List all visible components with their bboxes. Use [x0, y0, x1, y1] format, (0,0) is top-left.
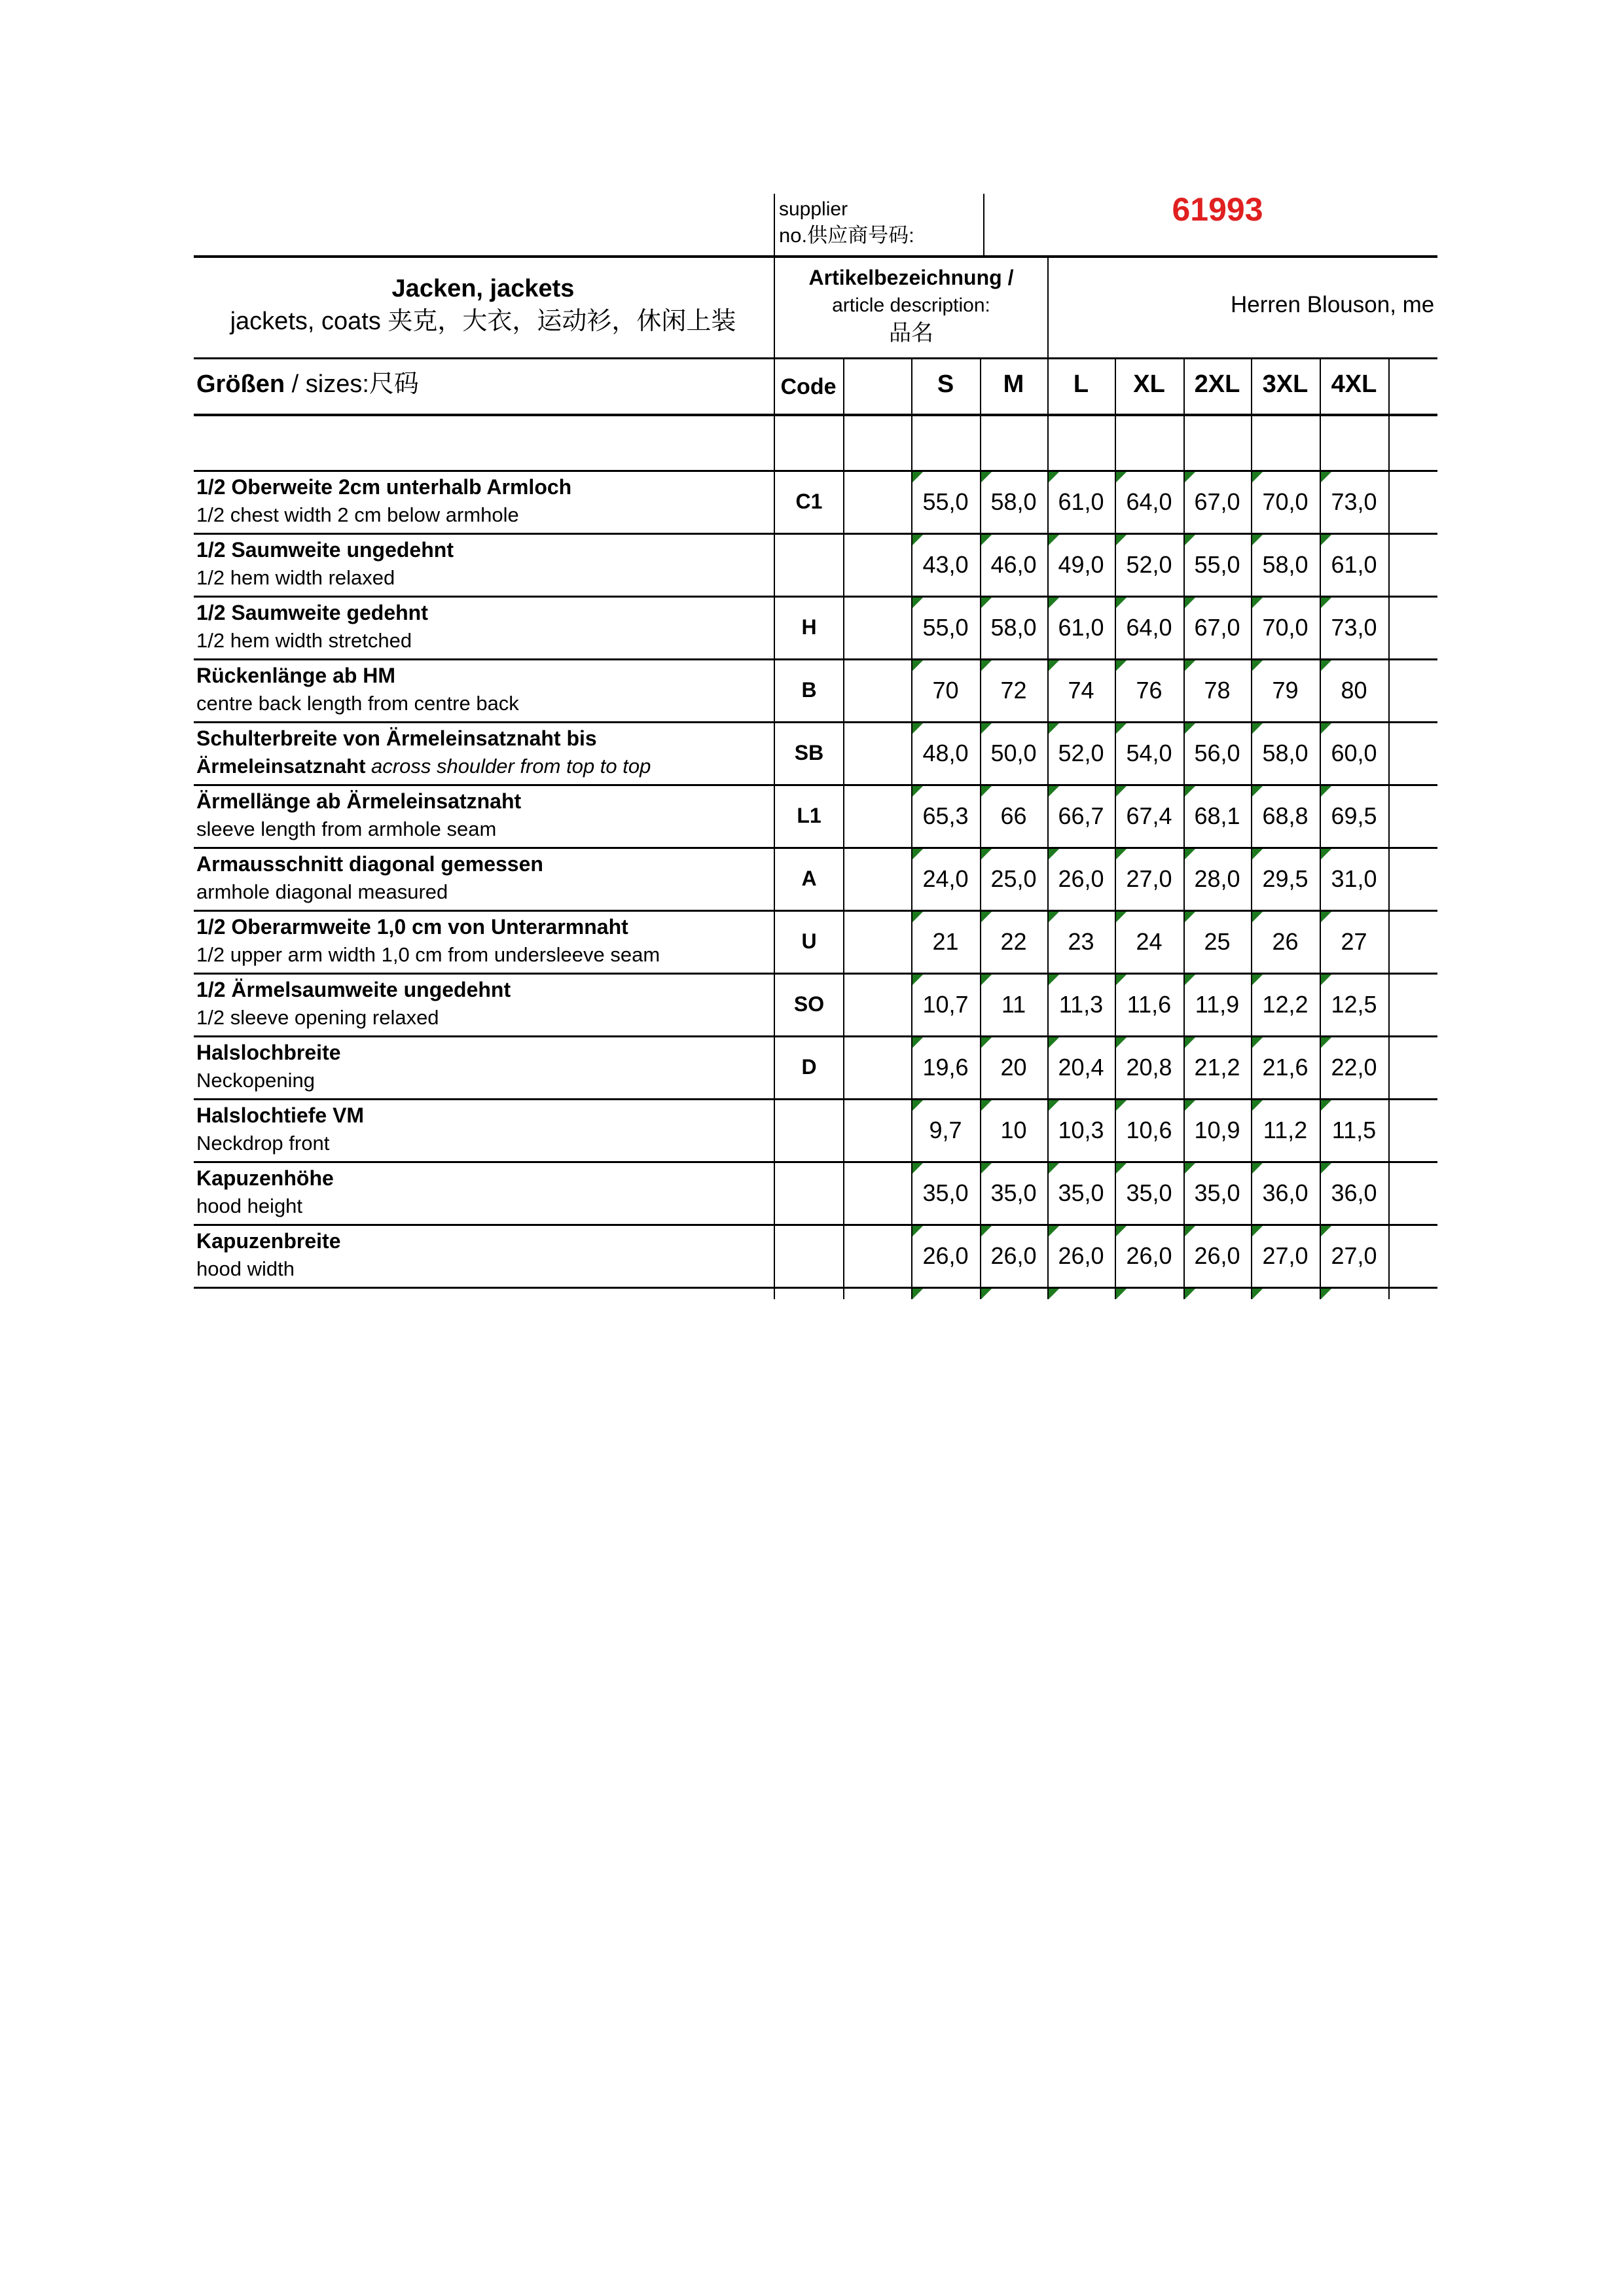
cell-value-l: 74: [1068, 677, 1094, 704]
cell-marker: [1321, 1037, 1331, 1048]
cell-value-4xl: 11,5: [1331, 1117, 1377, 1143]
row-label-english: 1/2 hem width relaxed: [196, 566, 395, 589]
cell-marker: [1321, 975, 1331, 985]
cell-marker: [1049, 912, 1059, 922]
cell-marker: [981, 660, 992, 671]
cell-marker: [912, 1226, 923, 1236]
cell-marker: [1252, 535, 1263, 545]
cell-value-3xl: 26: [1272, 928, 1299, 955]
cell-value-m: 58,0: [990, 614, 1037, 641]
cell-value-xl: 27,0: [1126, 865, 1172, 892]
cell-value-m: 58,0: [990, 488, 1037, 515]
cell-marker: [981, 849, 992, 859]
cell-value-xl: 11,6: [1127, 991, 1172, 1018]
cell-value-xl: 26,0: [1126, 1242, 1172, 1269]
row-label-english: 1/2 chest width 2 cm below armhole: [196, 503, 519, 526]
cell-value-s: 19,6: [922, 1054, 969, 1081]
cell-marker: [1116, 975, 1127, 985]
article-description: Herren Blouson, me: [1231, 292, 1435, 317]
cell-value-2xl: 55,0: [1194, 551, 1240, 578]
cell-value-4xl: 27: [1341, 928, 1367, 955]
cell-value-m: 22: [1000, 928, 1027, 955]
cell-value-2xl: 26,0: [1194, 1242, 1240, 1269]
cell-value-4xl: 27,0: [1331, 1242, 1377, 1269]
row-code: SO: [793, 992, 825, 1016]
cell-value-4xl: 60,0: [1331, 740, 1377, 766]
cell-value-m: 46,0: [990, 551, 1037, 578]
vrule-code-left: [774, 359, 775, 1299]
cell-value-2xl: 67,0: [1194, 488, 1240, 515]
cell-marker: [1116, 723, 1127, 734]
supplier-label-line2: no.供应商号码:: [779, 224, 914, 247]
article-label-line1: Artikelbezeichnung /: [808, 266, 1014, 289]
cell-marker: [1252, 849, 1263, 859]
cell-marker: [981, 1163, 992, 1174]
article-label-line3: 品名: [889, 321, 933, 346]
cell-marker: [912, 723, 923, 734]
hrule-row-11: [194, 1224, 1437, 1226]
cell-value-xl: 67,4: [1126, 802, 1172, 829]
cell-value-3xl: 27,0: [1262, 1242, 1308, 1269]
cell-value-m: 20: [1000, 1054, 1027, 1081]
cell-value-s: 48,0: [922, 740, 969, 766]
supplier-label-line1: supplier: [779, 198, 848, 220]
cell-value-xl: 35,0: [1126, 1179, 1172, 1206]
cell-marker: [1116, 912, 1127, 922]
row-label-german: Kapuzenhöhe: [196, 1166, 334, 1190]
cell-marker: [1321, 723, 1331, 734]
cell-value-l: 61,0: [1058, 488, 1104, 515]
cell-marker: [981, 598, 992, 608]
cell-marker: [1049, 1226, 1059, 1236]
cell-marker: [912, 975, 923, 985]
cell-marker: [1321, 786, 1331, 797]
cell-value-2xl: 10,9: [1194, 1117, 1240, 1143]
cell-value-3xl: 58,0: [1262, 740, 1308, 766]
cell-marker: [1185, 1163, 1195, 1174]
cell-marker: [912, 1037, 923, 1048]
cell-value-3xl: 36,0: [1262, 1179, 1308, 1206]
cell-marker: [1116, 535, 1127, 545]
row-code: C1: [795, 490, 823, 513]
cell-marker: [912, 1163, 923, 1174]
cell-marker: [1049, 723, 1059, 734]
cell-marker: [1049, 975, 1059, 985]
cell-value-xl: 20,8: [1126, 1054, 1172, 1081]
size-header-xl: XL: [1133, 370, 1165, 398]
cell-value-2xl: 21,2: [1194, 1054, 1240, 1081]
cell-value-xl: 76: [1136, 677, 1163, 704]
cell-marker: [981, 1100, 992, 1111]
vrule-size-5: [1251, 359, 1252, 1299]
size-header-2xl: 2XL: [1194, 370, 1240, 398]
row-label-english: Neckopening: [196, 1069, 315, 1092]
cell-value-3xl: 11,2: [1263, 1117, 1308, 1143]
cell-marker: [1049, 472, 1059, 482]
cell-marker: [1116, 1037, 1127, 1048]
row-code: U: [801, 929, 817, 953]
row-label-german: Schulterbreite von Ärmeleinsatznaht bis: [196, 726, 597, 750]
hrule-row-2: [194, 658, 1437, 660]
row-label-german: 1/2 Saumweite ungedehnt: [196, 538, 454, 562]
hrule-row-9: [194, 1098, 1437, 1100]
cell-marker: [1049, 1289, 1059, 1299]
cell-value-m: 25,0: [990, 865, 1037, 892]
cell-marker: [912, 1100, 923, 1111]
vrule-size-1: [980, 359, 981, 1299]
cell-marker: [981, 1289, 992, 1299]
cell-value-2xl: 35,0: [1194, 1179, 1240, 1206]
hrule-row-0: [194, 533, 1437, 535]
cell-marker: [1252, 912, 1263, 922]
cell-value-l: 20,4: [1058, 1054, 1104, 1081]
cell-marker: [1116, 1100, 1127, 1111]
cell-marker: [1116, 849, 1127, 859]
row-label-english: sleeve length from armhole seam: [196, 817, 497, 840]
cell-value-m: 35,0: [990, 1179, 1037, 1206]
cell-marker: [912, 472, 923, 482]
cell-value-l: 52,0: [1058, 740, 1104, 766]
cell-marker: [1116, 786, 1127, 797]
vrule-size-4: [1183, 359, 1185, 1299]
cell-value-l: 66,7: [1058, 802, 1104, 829]
vrule-size-6: [1320, 359, 1321, 1299]
row-code: SB: [794, 741, 824, 764]
row-label-english: Neckdrop front: [196, 1132, 330, 1155]
cell-value-l: 23: [1068, 928, 1094, 955]
supplier-number: 61993: [1172, 191, 1263, 228]
row-label-german: 1/2 Ärmelsaumweite ungedehnt: [196, 978, 511, 1001]
cell-marker: [1185, 975, 1195, 985]
hrule-row-8: [194, 1035, 1437, 1037]
cell-value-l: 49,0: [1058, 551, 1104, 578]
cell-marker: [1185, 1289, 1195, 1299]
hrule-header-top: [194, 255, 1437, 258]
cell-value-m: 11: [1001, 991, 1026, 1018]
cell-marker: [1252, 660, 1263, 671]
vrule-size-2: [1047, 359, 1049, 1299]
cell-marker: [1321, 849, 1331, 859]
cell-value-3xl: 29,5: [1262, 865, 1308, 892]
cell-marker: [981, 975, 992, 985]
cell-marker: [1321, 598, 1331, 608]
hrule-row-1: [194, 596, 1437, 598]
cell-marker: [1185, 472, 1195, 482]
cell-marker: [912, 786, 923, 797]
size-header-s: S: [937, 370, 954, 398]
cell-marker: [1321, 660, 1331, 671]
cell-value-xl: 64,0: [1126, 488, 1172, 515]
category-subtitle: jackets, coats 夹克，大衣，运动衫，休闲上装: [230, 308, 736, 335]
cell-value-3xl: 68,8: [1262, 802, 1308, 829]
sizes-label-english: / sizes:尺码: [285, 370, 419, 398]
cell-value-3xl: 58,0: [1262, 551, 1308, 578]
row-label-german: 1/2 Oberweite 2cm unterhalb Armloch: [196, 475, 572, 499]
cell-marker: [1252, 1163, 1263, 1174]
cell-marker: [1321, 912, 1331, 922]
cell-marker: [1185, 849, 1195, 859]
cell-value-4xl: 31,0: [1331, 865, 1377, 892]
size-header-4xl: 4XL: [1331, 370, 1377, 398]
cell-marker: [912, 535, 923, 545]
cell-value-2xl: 56,0: [1194, 740, 1240, 766]
cell-marker: [1049, 598, 1059, 608]
cell-value-s: 65,3: [922, 802, 969, 829]
cell-marker: [1321, 1163, 1331, 1174]
cell-marker: [981, 723, 992, 734]
cell-value-l: 61,0: [1058, 614, 1104, 641]
row-label-german: 1/2 Oberarmweite 1,0 cm von Unterarmnaht: [196, 915, 628, 939]
cell-marker: [1321, 472, 1331, 482]
cell-value-2xl: 25: [1204, 928, 1231, 955]
cell-marker: [912, 849, 923, 859]
sizes-label-german: Größen: [196, 370, 285, 398]
cell-marker: [1049, 786, 1059, 797]
cell-marker: [981, 786, 992, 797]
cell-marker: [1116, 1226, 1127, 1236]
cell-marker: [1321, 1226, 1331, 1236]
cell-marker: [1185, 1037, 1195, 1048]
cell-value-m: 50,0: [990, 740, 1037, 766]
cell-marker: [912, 1289, 923, 1299]
cell-marker: [1321, 1100, 1331, 1111]
cell-marker: [912, 598, 923, 608]
cell-value-2xl: 11,9: [1195, 991, 1240, 1018]
cell-value-4xl: 73,0: [1331, 488, 1377, 515]
cell-value-4xl: 22,0: [1331, 1054, 1377, 1081]
cell-marker: [1252, 598, 1263, 608]
cell-value-xl: 64,0: [1126, 614, 1172, 641]
vrule-article-right: [1047, 257, 1049, 359]
size-header-m: M: [1003, 370, 1024, 398]
cell-value-l: 11,3: [1058, 991, 1104, 1018]
cell-marker: [981, 912, 992, 922]
size-header-l: L: [1073, 370, 1089, 398]
vrule-size-0: [911, 359, 912, 1299]
cell-value-2xl: 78: [1204, 677, 1231, 704]
cell-value-s: 43,0: [922, 551, 969, 578]
cell-value-3xl: 79: [1272, 677, 1299, 704]
cell-value-xl: 52,0: [1126, 551, 1172, 578]
cell-value-l: 26,0: [1058, 865, 1104, 892]
row-label-german: Ärmellänge ab Ärmeleinsatznaht: [196, 789, 522, 813]
cell-marker: [1049, 1037, 1059, 1048]
cell-marker: [1321, 535, 1331, 545]
cell-marker: [981, 535, 992, 545]
cell-marker: [1116, 1163, 1127, 1174]
row-label-english: hood width: [196, 1257, 295, 1280]
cell-marker: [1252, 1100, 1263, 1111]
cell-value-xl: 54,0: [1126, 740, 1172, 766]
row-code: H: [801, 615, 817, 639]
hrule-row-10: [194, 1161, 1437, 1163]
row-label-english-italic: across shoulder from top to top: [371, 755, 651, 778]
cell-marker: [981, 472, 992, 482]
row-label-german: Halslochtiefe VM: [196, 1103, 365, 1127]
cell-value-s: 9,7: [929, 1117, 962, 1143]
row-code: A: [801, 867, 817, 890]
cell-marker: [1185, 912, 1195, 922]
cell-marker: [981, 1037, 992, 1048]
cell-value-4xl: 69,5: [1331, 802, 1377, 829]
cell-value-3xl: 12,2: [1262, 991, 1308, 1018]
row-label-german: Armausschnitt diagonal gemessen: [196, 852, 543, 876]
row-code: D: [801, 1055, 817, 1079]
row-label-english: 1/2 sleeve opening relaxed: [196, 1006, 439, 1029]
cell-marker: [1252, 472, 1263, 482]
cell-value-m: 72: [1000, 677, 1027, 704]
category-title: Jacken, jackets: [391, 275, 575, 302]
hrule-row-7: [194, 973, 1437, 975]
cell-marker: [1321, 1289, 1331, 1299]
cell-value-4xl: 36,0: [1331, 1179, 1377, 1206]
cell-marker: [1049, 660, 1059, 671]
cell-value-2xl: 67,0: [1194, 614, 1240, 641]
hrule-row-4: [194, 784, 1437, 786]
cell-marker: [1252, 786, 1263, 797]
row-label-german: Kapuzenbreite: [196, 1229, 341, 1253]
cell-marker: [1185, 660, 1195, 671]
cell-marker: [1185, 1100, 1195, 1111]
cell-marker: [1185, 535, 1195, 545]
cell-marker: [1252, 975, 1263, 985]
cell-value-m: 66: [1000, 802, 1027, 829]
cell-value-m: 26,0: [990, 1242, 1037, 1269]
cell-marker: [981, 1226, 992, 1236]
vrule-supplier-right: [983, 194, 984, 257]
cell-marker: [1185, 598, 1195, 608]
size-header-3xl: 3XL: [1262, 370, 1308, 398]
row-label-english: 1/2 hem width stretched: [196, 629, 412, 652]
cell-value-xl: 10,6: [1126, 1117, 1172, 1143]
cell-marker: [1252, 1226, 1263, 1236]
cell-value-4xl: 61,0: [1331, 551, 1377, 578]
cell-marker: [1252, 1289, 1263, 1299]
vrule-supplier-left: [774, 194, 775, 257]
vrule-size-7: [1388, 359, 1390, 1299]
row-label-english: 1/2 upper arm width 1,0 cm from undersleeve seam: [196, 943, 660, 966]
cell-marker: [1116, 660, 1127, 671]
row-label-english: hood height: [196, 1194, 303, 1217]
cell-value-2xl: 28,0: [1194, 865, 1240, 892]
cell-value-s: 21: [932, 928, 959, 955]
cell-marker: [1116, 598, 1127, 608]
row-label-english: armhole diagonal measured: [196, 880, 448, 903]
cell-value-4xl: 73,0: [1331, 614, 1377, 641]
hrule-row-12: [194, 1287, 1437, 1289]
cell-value-3xl: 70,0: [1262, 614, 1308, 641]
cell-value-s: 26,0: [922, 1242, 969, 1269]
cell-value-2xl: 68,1: [1194, 802, 1240, 829]
cell-value-s: 24,0: [922, 865, 969, 892]
hrule-row-5: [194, 847, 1437, 849]
cell-value-4xl: 12,5: [1331, 991, 1377, 1018]
cell-marker: [1049, 1100, 1059, 1111]
cell-marker: [1252, 723, 1263, 734]
vrule-size-3: [1115, 359, 1116, 1299]
cell-marker: [1252, 1037, 1263, 1048]
cell-value-3xl: 21,6: [1262, 1054, 1308, 1081]
cell-marker: [1116, 1289, 1127, 1299]
hrule-row-6: [194, 910, 1437, 912]
row-label-german: Halslochbreite: [196, 1041, 341, 1064]
cell-value-l: 35,0: [1058, 1179, 1104, 1206]
sizes-label: [196, 370, 419, 399]
cell-marker: [1116, 472, 1127, 482]
cell-value-s: 55,0: [922, 614, 969, 641]
cell-value-s: 35,0: [922, 1179, 969, 1206]
cell-value-s: 55,0: [922, 488, 969, 515]
row-code: L1: [797, 804, 821, 827]
cell-marker: [1185, 1226, 1195, 1236]
row-label-german: 1/2 Saumweite gedehnt: [196, 601, 428, 624]
cell-value-s: 70: [932, 677, 959, 704]
cell-marker: [1049, 535, 1059, 545]
article-label-line2: article description:: [832, 295, 990, 316]
row-label-german: Rückenlänge ab HM: [196, 664, 396, 687]
cell-value-m: 10: [1000, 1117, 1027, 1143]
cell-value-l: 26,0: [1058, 1242, 1104, 1269]
cell-value-4xl: 80: [1341, 677, 1367, 704]
row-label-english: centre back length from centre back: [196, 692, 519, 715]
cell-marker: [1049, 1163, 1059, 1174]
cell-marker: [912, 660, 923, 671]
cell-marker: [1049, 849, 1059, 859]
row-label-english: [196, 755, 651, 778]
vrule-code-right: [843, 359, 844, 1299]
cell-marker: [1185, 723, 1195, 734]
cell-value-xl: 24: [1136, 928, 1163, 955]
row-label-german-cont: Ärmeleinsatznaht: [196, 755, 366, 778]
cell-value-s: 10,7: [922, 991, 969, 1018]
hrule-row-3: [194, 721, 1437, 723]
cell-value-l: 10,3: [1058, 1117, 1104, 1143]
hrule-empty-row: [194, 470, 1437, 472]
cell-marker: [912, 912, 923, 922]
cell-marker: [1185, 786, 1195, 797]
cell-value-3xl: 70,0: [1262, 488, 1308, 515]
row-code: B: [801, 678, 817, 702]
code-header: Code: [780, 374, 837, 399]
